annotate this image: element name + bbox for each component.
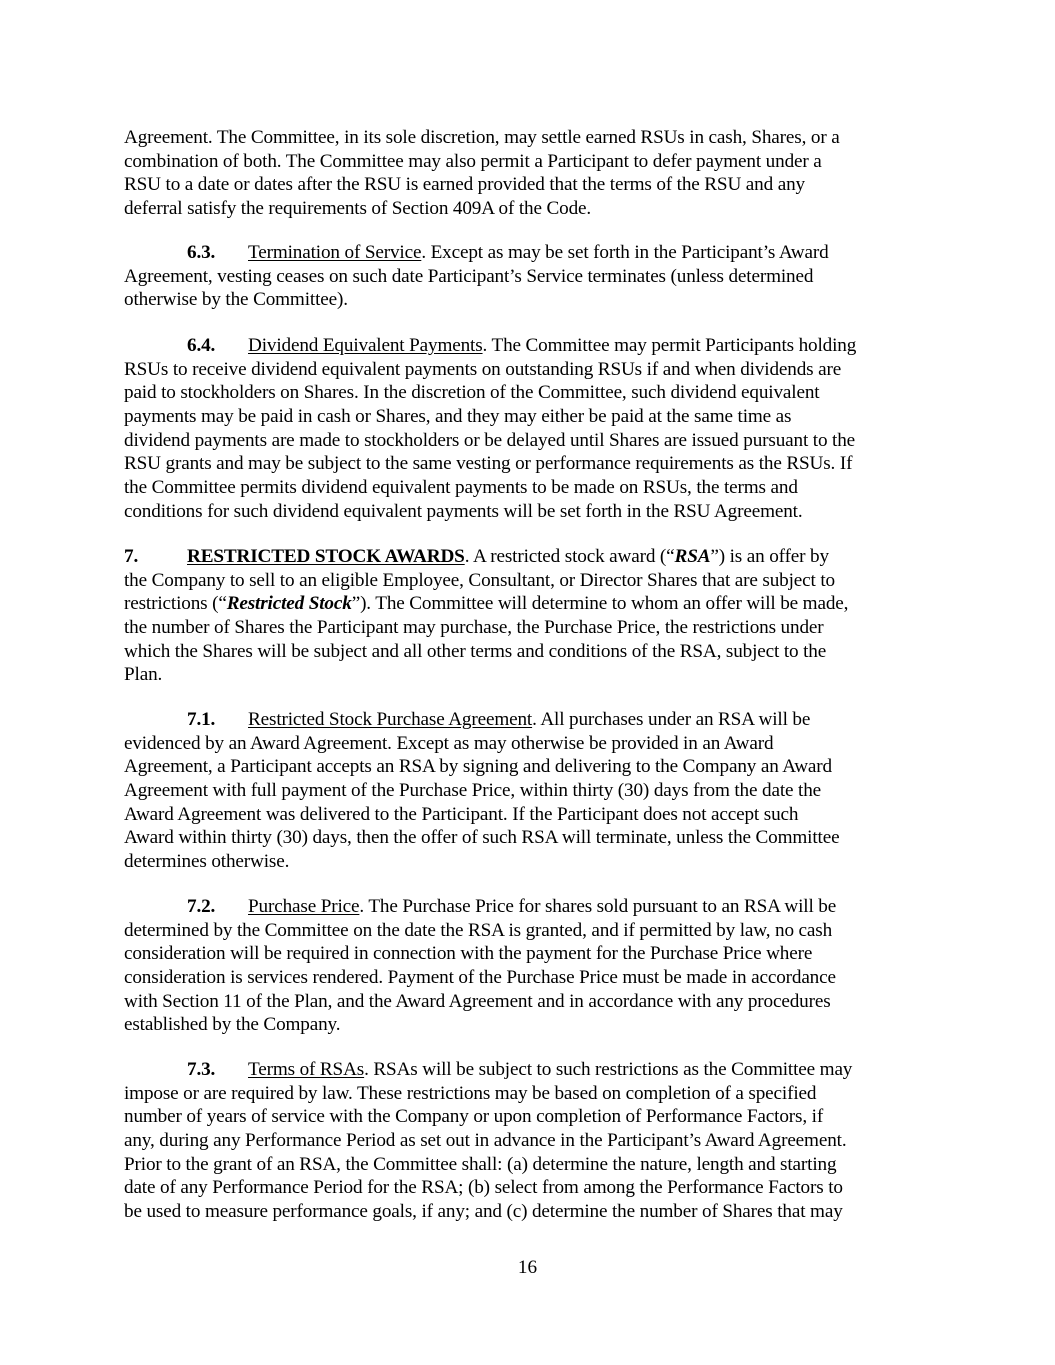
text-line: Agreement with full payment of the Purchase Price, within thirty (30) days from the date the <box>124 780 822 802</box>
text-line: date of any Performance Period for the RSA; (b) select from among the Performance Factors to <box>124 1177 843 1199</box>
text-line <box>124 592 944 616</box>
text-line: determines otherwise. <box>124 851 290 873</box>
section-heading: Dividend Equivalent Payments <box>248 335 483 356</box>
section-heading: Terms of RSAs <box>248 1059 365 1080</box>
text-line: any, during any Performance Period as set out in advance in the Participant’s Award Agreement. <box>124 1130 847 1152</box>
text-line: conditions for such dividend equivalent payments will be set forth in the RSU Agreement. <box>124 500 803 522</box>
text-fragment: restrictions (“ <box>124 593 227 615</box>
text-line: deferral satisfy the requirements of Section 409A of the Code. <box>124 198 592 220</box>
text-fragment: . RSAs will be subject to such restrictions as the Committee may <box>364 1059 853 1080</box>
section-number: 7. <box>124 546 139 567</box>
text-line: consideration will be required in connection with the payment for the Purchase Price where <box>124 943 813 965</box>
text-line: Agreement, a Participant accepts an RSA by signing and delivering to the Company an Award <box>124 756 832 778</box>
text-line: determined by the Committee on the date the RSA is granted, and if permitted by law, no cash <box>124 919 833 941</box>
defined-term: RSA <box>674 546 711 567</box>
text-line: number of years of service with the Company or upon completion of Performance Factors, if <box>124 1106 824 1128</box>
text-fragment: . A restricted stock award (“ <box>464 546 675 567</box>
text-line: Award Agreement was delivered to the Participant. If the Participant does not accept such <box>124 803 799 825</box>
section-heading-line <box>124 334 944 358</box>
text-line: which the Shares will be subject and all other terms and conditions of the RSA, subject to the <box>124 640 827 662</box>
section-heading-line <box>124 1058 944 1082</box>
section-heading-line <box>124 895 944 919</box>
section-7-3 <box>124 1058 944 1224</box>
text-line: Agreement. The Committee, in its sole discretion, may settle earned RSUs in cash, Shares, or a <box>124 127 840 148</box>
section-7-2 <box>124 895 944 1037</box>
text-line: Prior to the grant of an RSA, the Committee shall: (a) determine the nature, length and starting <box>124 1153 837 1175</box>
text-fragment: ”). The Committee will determine to whom an offer will be made, <box>351 593 849 615</box>
text-line: established by the Company. <box>124 1014 341 1036</box>
text-line: RSU grants and may be subject to the same vesting or performance requirements as the RSUs. If <box>124 453 853 475</box>
text-line: dividend payments are made to stockholders or be delayed until Shares are issued pursuant to the <box>124 429 856 451</box>
text-line: with Section 11 of the Plan, and the Award Agreement and in accordance with any procedures <box>124 990 831 1012</box>
text-line: payments may be paid in cash or Shares, and they may either be paid at the same time as <box>124 406 792 428</box>
section-heading: RESTRICTED STOCK AWARDS <box>187 546 465 567</box>
section-number: 7.1. <box>187 709 216 730</box>
text-line: otherwise by the Committee). <box>124 289 348 311</box>
text-line: paid to stockholders on Shares. In the discretion of the Committee, such dividend equivalent <box>124 382 820 404</box>
text-line: Agreement, vesting ceases on such date Participant’s Service terminates (unless determined <box>124 265 814 287</box>
section-6-4 <box>124 334 944 524</box>
section-number: 6.4. <box>187 335 216 356</box>
text-fragment: . The Purchase Price for shares sold pursuant to an RSA will be <box>359 896 837 917</box>
text-line: consideration is services rendered. Payment of the Purchase Price must be made in accordance <box>124 967 836 989</box>
text-line: the Company to sell to an eligible Employee, Consultant, or Director Shares that are subject to <box>124 569 835 591</box>
text-line: RSUs to receive dividend equivalent payments on outstanding RSUs if and when dividends are <box>124 358 842 380</box>
page-number: 16 <box>517 1257 538 1278</box>
section-heading: Restricted Stock Purchase Agreement <box>248 709 533 730</box>
section-number: 6.3. <box>187 242 216 263</box>
section-7-1 <box>124 708 944 874</box>
continuation-paragraph <box>124 126 944 221</box>
text-line: Award within thirty (30) days, then the offer of such RSA will terminate, unless the Committee <box>124 827 840 849</box>
text-line: combination of both. The Committee may also permit a Participant to defer payment under a <box>124 150 822 172</box>
section-number: 7.2. <box>187 896 216 917</box>
section-heading-line <box>124 708 944 732</box>
section-heading: Termination of Service <box>248 242 422 263</box>
text-fragment: . All purchases under an RSA will be <box>532 709 811 730</box>
text-line: Plan. <box>124 664 163 686</box>
text-line: be used to measure performance goals, if any; and (c) determine the number of Shares that may <box>124 1201 843 1223</box>
text-line: RSU to a date or dates after the RSU is earned provided that the terms of the RSU and any <box>124 174 805 196</box>
text-fragment: . The Committee may permit Participants holding <box>482 335 857 356</box>
text-line: the Committee permits dividend equivalent payments to be made on RSUs, the terms and <box>124 477 798 499</box>
section-heading-line <box>124 241 944 265</box>
text-fragment: . Except as may be set forth in the Participant’s Award <box>421 242 829 263</box>
text-line: evidenced by an Award Agreement. Except as may otherwise be provided in an Award <box>124 732 774 754</box>
section-6-3 <box>124 241 944 312</box>
text-fragment: ”) is an offer by <box>710 546 829 567</box>
defined-term: Restricted Stock <box>226 593 352 615</box>
text-line: the number of Shares the Participant may purchase, the Purchase Price, the restrictions under <box>124 617 824 639</box>
text-line: impose or are required by law. These restrictions may be based on completion of a specified <box>124 1082 817 1104</box>
section-heading: Purchase Price <box>248 896 360 917</box>
section-number: 7.3. <box>187 1059 216 1080</box>
section-7 <box>124 545 944 687</box>
section-heading-line <box>124 545 944 569</box>
